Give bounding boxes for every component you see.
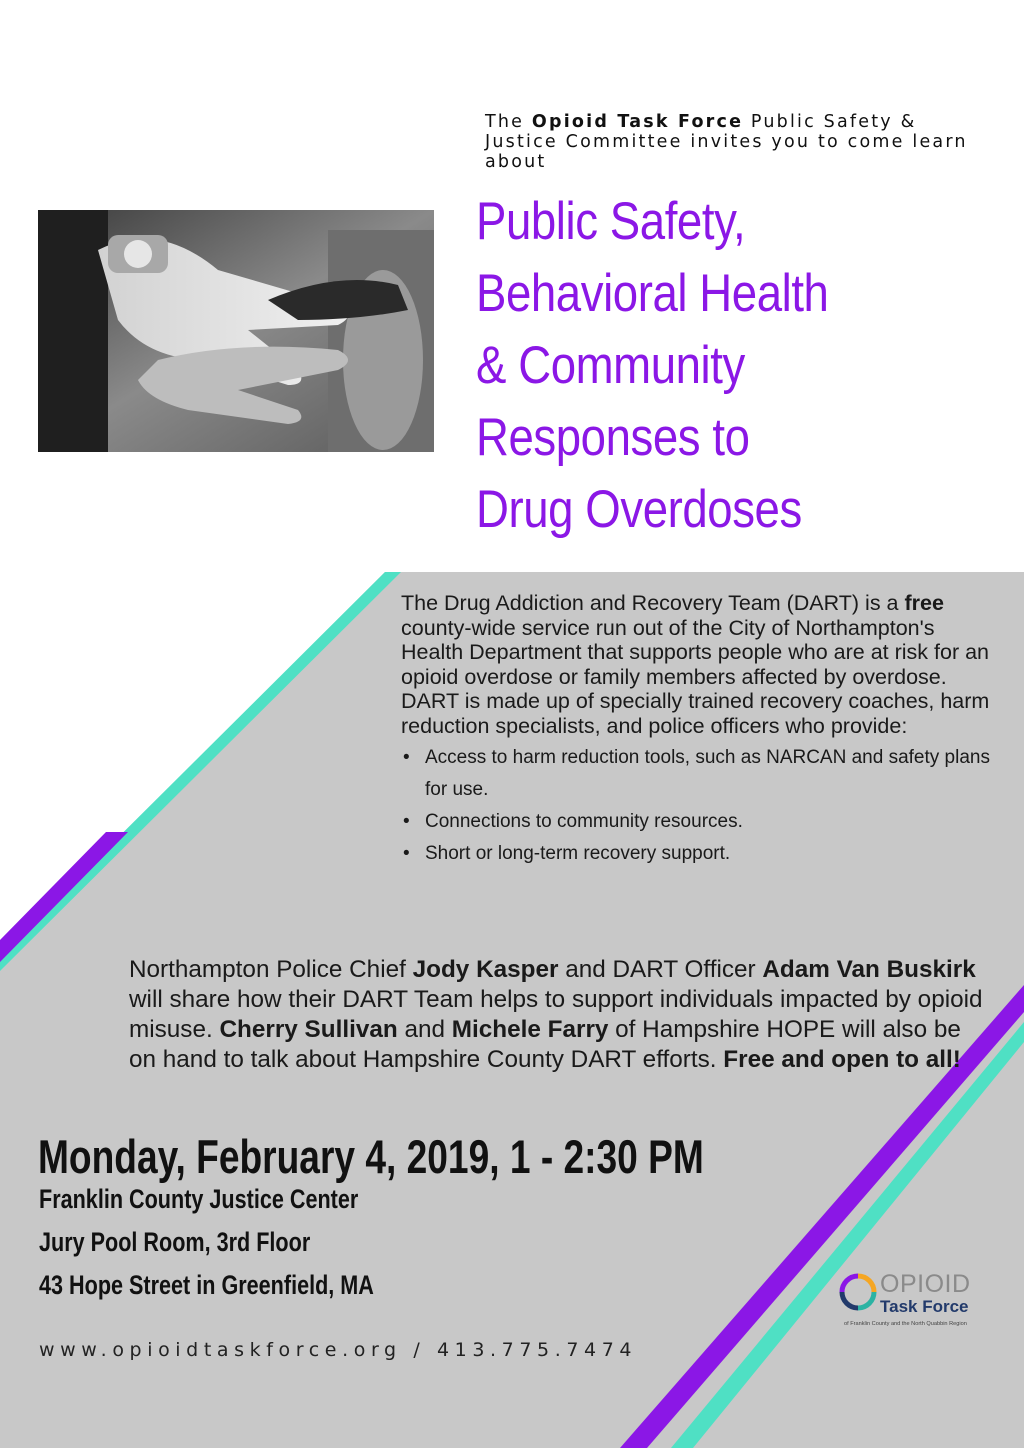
opioid-task-force-logo bbox=[838, 1270, 988, 1334]
list-item: • Connections to community resources. bbox=[403, 811, 743, 832]
dart-paragraph: The Drug Addiction and Recovery Team (DART) is a free county-wide service run out of the City of Northampton's Health Department that supports people who are at risk for an opioid overdose or family members affected by overdose. DART is made up of specially trained recovery coaches, harm reduction specialists, and police officers who provide: bbox=[401, 591, 990, 738]
title-line: Responses to bbox=[476, 408, 750, 467]
list-item: • Access to harm reduction tools, such as NARCAN and safety plans for use. bbox=[403, 747, 990, 800]
contact-info: www.opioidtaskforce.org / 413.775.7474 bbox=[39, 1339, 638, 1361]
event-title bbox=[476, 186, 923, 546]
speakers-paragraph: Northampton Police Chief Jody Kasper and DART Officer Adam Van Buskirk will share how their DART Team helps to support individuals impacted by opioid misuse. Cherry Sullivan and Michele Farry of Hampshire HOPE will also be on hand to talk about Hampshire County DART efforts. Free and open to all! bbox=[129, 956, 983, 1073]
invitation-text: The Opioid Task Force Public Safety & Justice Committee invites you to come learn about bbox=[485, 112, 968, 172]
title-line: & Community bbox=[476, 336, 745, 395]
event-date: Monday, February 4, 2019, 1 - 2:30 PM bbox=[38, 1130, 704, 1183]
event-address: 43 Hope Street in Greenfield, MA bbox=[39, 1270, 374, 1300]
title-line: Public Safety, bbox=[476, 192, 746, 251]
logo-tagline: of Franklin County and the North Quabbin Region bbox=[844, 1321, 967, 1327]
title-line: Behavioral Health bbox=[476, 264, 829, 323]
list-item: • Short or long-term recovery support. bbox=[403, 843, 731, 864]
logo-word-task-force: Task Force bbox=[880, 1297, 969, 1316]
service-list bbox=[401, 742, 1001, 870]
logo-ring-icon bbox=[838, 1272, 878, 1312]
dart-description bbox=[401, 591, 1001, 870]
event-room: Jury Pool Room, 3rd Floor bbox=[39, 1227, 311, 1257]
event-venue: Franklin County Justice Center bbox=[39, 1184, 359, 1214]
hands-photo bbox=[38, 210, 434, 452]
logo-word-opioid: OPIOID bbox=[880, 1270, 971, 1298]
title-line: Drug Overdoses bbox=[476, 480, 802, 539]
